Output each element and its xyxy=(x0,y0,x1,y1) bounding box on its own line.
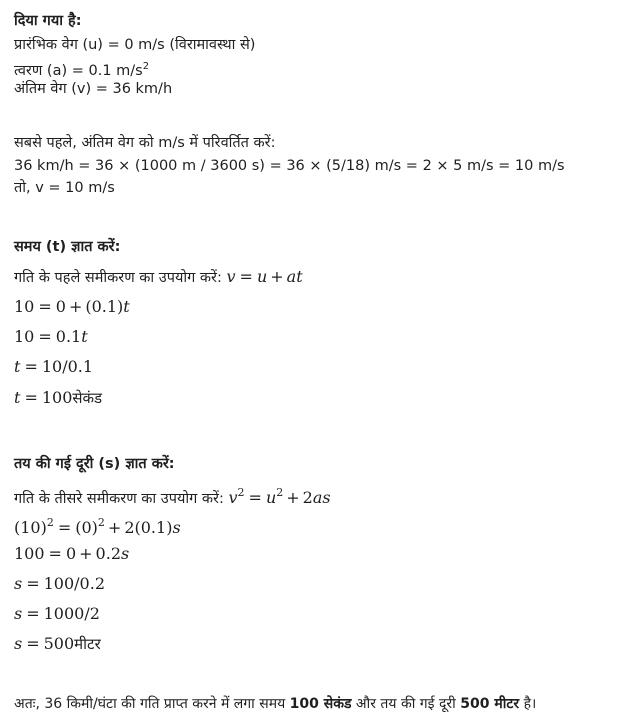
first-equation-of-motion: v = u + at xyxy=(226,267,303,286)
third-equation-of-motion: $v^2 = u^2 + 2as$ xyxy=(228,486,331,507)
distance-step-4: s = 1000/2 xyxy=(14,604,100,623)
time-step-4: t = 100सेकंड xyxy=(14,388,103,407)
conclusion xyxy=(14,694,536,714)
distance-intro-line xyxy=(14,483,331,509)
conversion-intro: सबसे पहले, अंतिम वेग को m/s में परिवर्तित करें: xyxy=(14,135,276,151)
time-step-2: 10 = 0.1t xyxy=(14,327,88,346)
conclusion-time: 100 सेकंड xyxy=(289,696,352,712)
distance-step-2: 100 = 0 + 0.2s xyxy=(14,544,130,563)
time-heading: समय (t) ज्ञात करें: xyxy=(14,239,121,255)
conclusion-part-1: अतः, 36 किमी/घंटा की गति प्राप्त करने में लगा समय xyxy=(14,696,290,712)
time-intro-line xyxy=(14,267,303,288)
acceleration-exponent: 2 xyxy=(142,61,150,72)
acceleration-line xyxy=(14,57,149,81)
given-heading: दिया गया है: xyxy=(14,13,82,29)
time-step-1: 10 = 0 + (0.1)t xyxy=(14,297,130,316)
distance-step-5: s = 500मीटर xyxy=(14,634,101,653)
conversion-result: तो, v = 10 m/s xyxy=(14,180,115,196)
initial-velocity-line: प्रारंभिक वेग (u) = 0 m/s (विरामावस्था से) xyxy=(14,37,256,53)
conclusion-distance: 500 मीटर xyxy=(460,696,520,712)
acceleration-text: त्वरण (a) = 0.1 m/s xyxy=(14,63,143,79)
time-intro-text: गति के पहले समीकरण का उपयोग करें: xyxy=(14,270,222,286)
distance-step-1: $(10)^2 = (0)^2 + 2(0.1)s$ xyxy=(14,516,181,537)
distance-step-3: s = 100/0.2 xyxy=(14,574,105,593)
distance-intro-text: गति के तीसरे समीकरण का उपयोग करें: xyxy=(14,491,224,507)
conclusion-part-3: है। xyxy=(519,696,537,712)
conclusion-part-2: और तय की गई दूरी xyxy=(351,696,461,712)
conversion-equation: 36 km/h = 36 × (1000 m / 3600 s) = 36 × (5/18) m/s = 2 × 5 m/s = 10 m/s xyxy=(14,158,565,174)
final-velocity-line: अंतिम वेग (v) = 36 km/h xyxy=(14,81,173,97)
distance-unit: मीटर xyxy=(74,635,101,653)
time-unit: सेकंड xyxy=(72,389,103,407)
distance-heading: तय की गई दूरी (s) ज्ञात करें: xyxy=(14,456,175,472)
time-step-3: t = 10/0.1 xyxy=(14,357,94,376)
